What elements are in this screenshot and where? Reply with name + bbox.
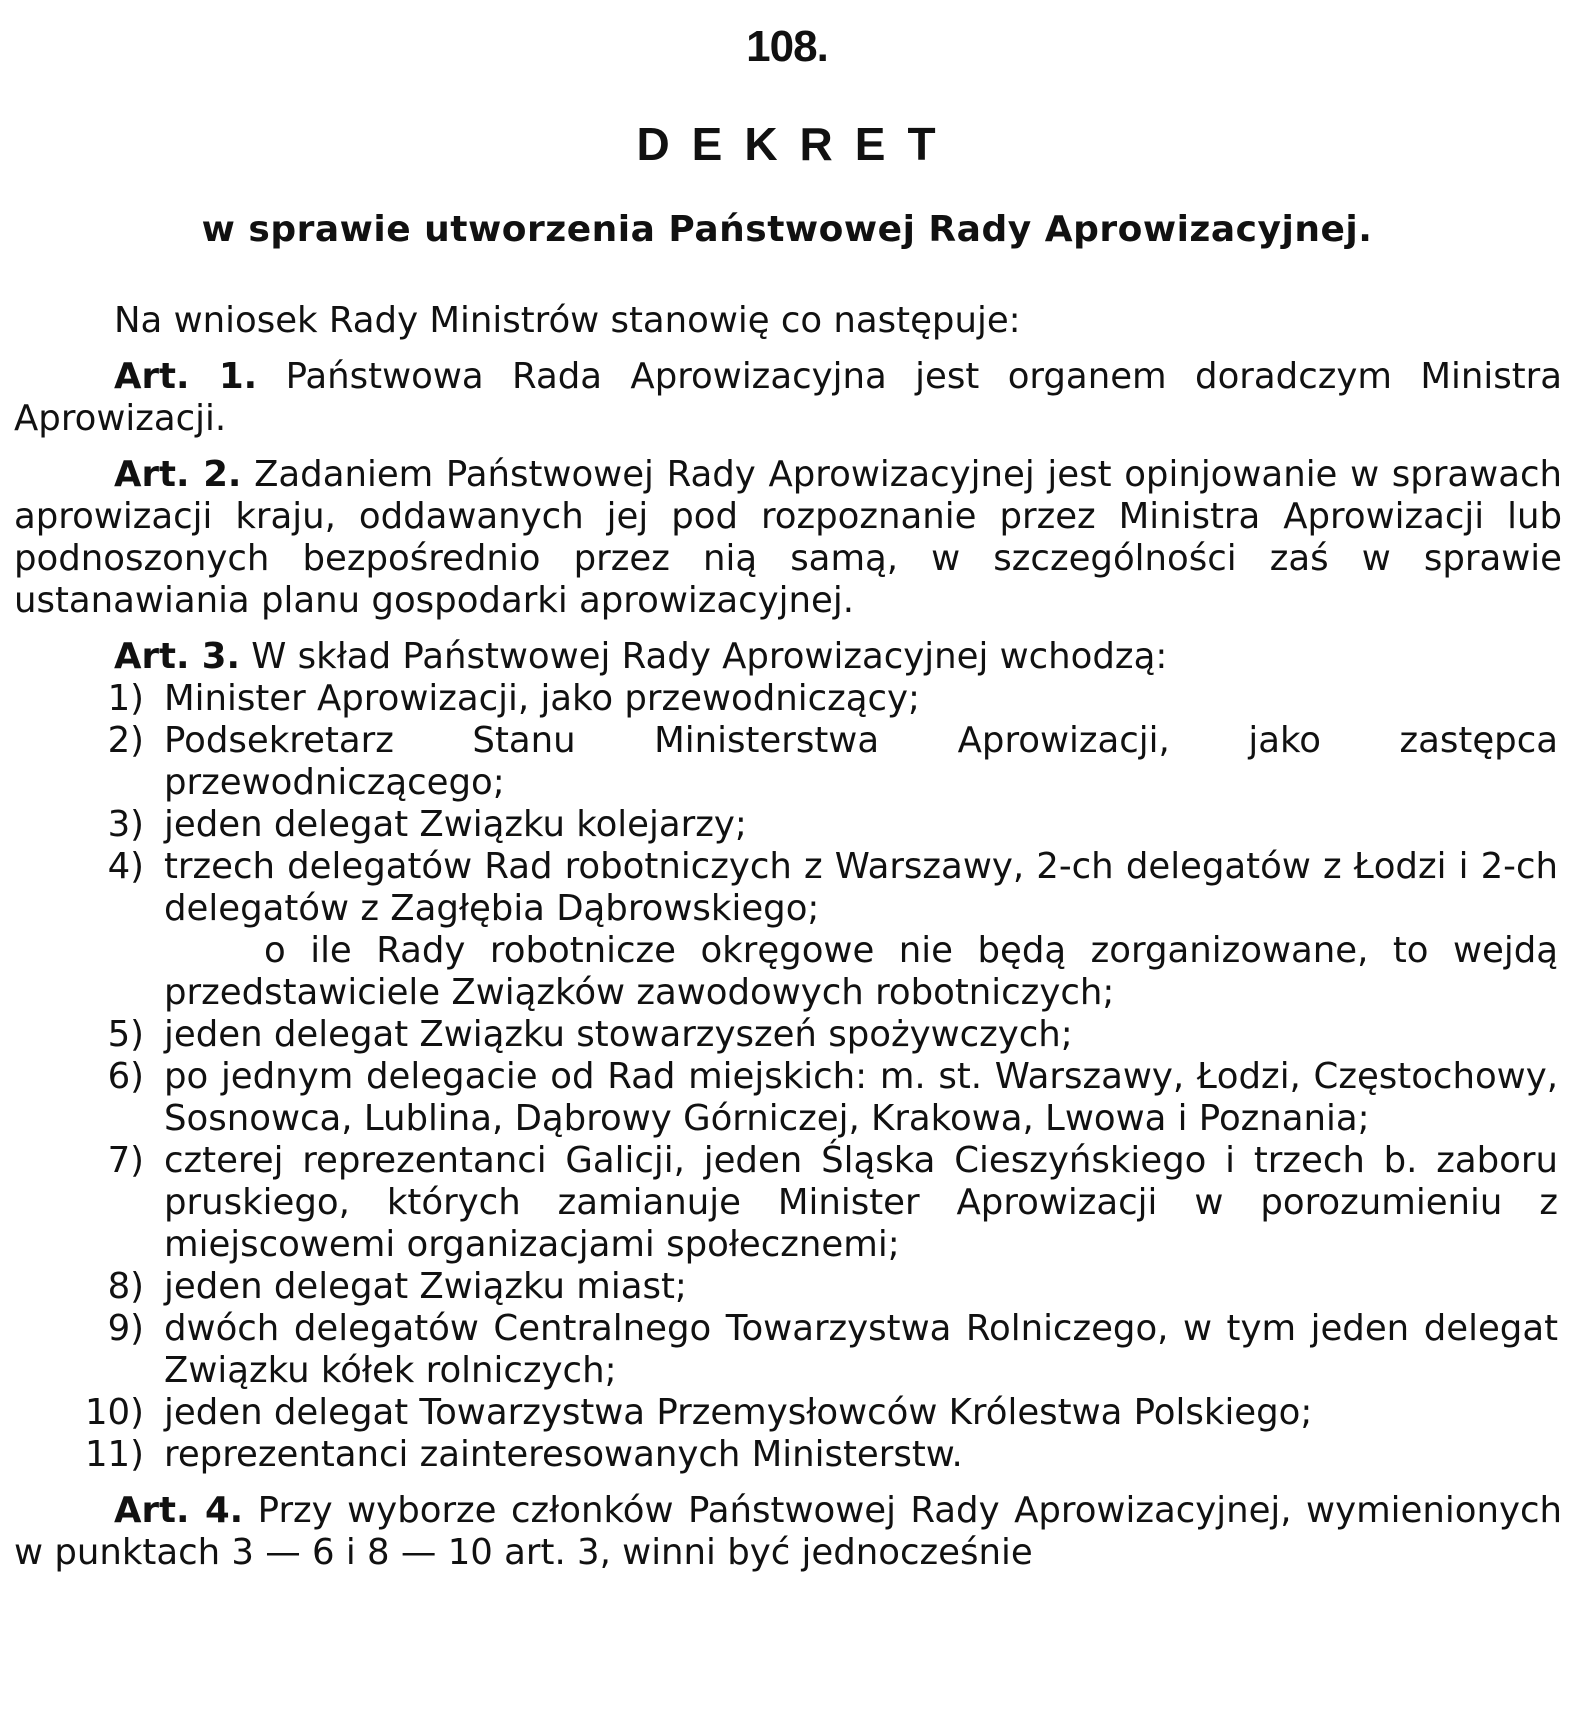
article-text: Państwowa Rada Aprowizacyjna jest organem doradczym Ministra Aprowizacji. <box>14 356 1562 439</box>
article-text: Zadaniem Państwowej Rady Aprowizacyjnej jest opinjowanie w sprawach aprowizacji kraju, oddawanych jej pod rozpoznanie przez Ministra Aprowizacji lub podnoszonych bezpośrednio przez nią samą, w szczególności zaś w sprawie ustanawiania planu gospodarki aprowizacyjnej. <box>14 454 1562 621</box>
article-3 <box>14 636 1562 1476</box>
list-item <box>14 1308 1562 1392</box>
article-text: W skład Państwowej Rady Aprowizacyjnej wchodzą: <box>251 636 1168 677</box>
list-item-text: po jednym delegacie od Rad miejskich: m. st. Warszawy, Łodzi, Częstochowy, Sosnowca, Lublina, Dąbrowy Górniczej, Krakowa, Lwowa i Poznania; <box>164 1056 1558 1139</box>
list-item-text: trzech delegatów Rad robotniczych z Warszawy, 2-ch delegatów z Łodzi i 2-ch delegatów z Zagłębia Dąbrowskiego; <box>164 846 1558 929</box>
document-subtitle: w sprawie utworzenia Państwowej Rady Aprowizacyjnej. <box>201 209 1373 250</box>
list-item-number: 4) <box>107 846 144 887</box>
list-item-text: Podsekretarz Stanu Ministerstwa Aprowizacji, jako zastępca przewodniczącego; <box>164 720 1558 803</box>
list-item <box>14 678 1562 720</box>
list-item <box>14 1434 1562 1476</box>
list-item <box>14 804 1562 846</box>
article-2 <box>14 454 1562 622</box>
list-item <box>14 846 1562 1014</box>
article-label: Art. 3. <box>114 636 240 677</box>
article-4 <box>14 1490 1562 1574</box>
list-item-text: jeden delegat Związku miast; <box>164 1266 687 1307</box>
article-label: Art. 4. <box>114 1490 244 1531</box>
article-label: Art. 1. <box>114 356 258 397</box>
decree-number: 108. <box>746 22 828 71</box>
article-text: Przy wyborze członków Państwowej Rady Aprowizacyjnej, wymienionych w punktach 3 — 6 i 8 — 10 art. 3, winni być jednocześnie <box>14 1490 1562 1573</box>
list-item-number: 1) <box>107 678 144 719</box>
list-item-text: jeden delegat Związku stowarzyszeń spożywczych; <box>164 1014 1073 1055</box>
list-item-number: 6) <box>107 1056 144 1097</box>
list-item <box>14 1392 1562 1434</box>
list-item-number: 11) <box>84 1434 144 1475</box>
article-1 <box>14 356 1562 440</box>
list-item <box>14 1266 1562 1308</box>
list-item-text: dwóch delegatów Centralnego Towarzystwa Rolniczego, w tym jeden delegat Związku kółek rolniczych; <box>164 1308 1558 1391</box>
list-item-number: 3) <box>107 804 144 845</box>
list-item-number: 5) <box>107 1014 144 1055</box>
list-item-number: 9) <box>107 1308 144 1349</box>
document-body <box>14 300 1562 1588</box>
list-item-number: 10) <box>84 1392 144 1433</box>
list-item-text: reprezentanci zainteresowanych Ministerstw. <box>164 1434 963 1475</box>
list-item-text: czterej reprezentanci Galicji, jeden Śląska Cieszyńskiego i trzech b. zaboru pruskiego, których zamianuje Minister Aprowizacji w porozumieniu z miejscowemi organizacjami społecznemi; <box>164 1140 1558 1265</box>
list-item-number: 8) <box>107 1266 144 1307</box>
list-item-text: jeden delegat Towarzystwa Przemysłowców Królestwa Polskiego; <box>164 1392 1313 1433</box>
member-list <box>14 678 1562 1476</box>
article-label: Art. 2. <box>114 454 242 495</box>
list-item-text: Minister Aprowizacji, jako przewodniczący; <box>164 678 921 719</box>
list-item-number: 2) <box>107 720 144 761</box>
list-item-note: o ile Rady robotnicze okręgowe nie będą zorganizowane, to wejdą przedstawiciele Związków zawodowych robotniczych; <box>164 930 1558 1013</box>
preamble: Na wniosek Rady Ministrów stanowię co następuje: <box>114 300 1021 341</box>
document-title: DEKRET <box>636 118 958 170</box>
list-item-text: jeden delegat Związku kolejarzy; <box>164 804 747 845</box>
list-item-body <box>164 846 1562 1014</box>
list-item <box>14 1140 1562 1266</box>
list-item <box>14 720 1562 804</box>
list-item <box>14 1014 1562 1056</box>
list-item-number: 7) <box>107 1140 144 1181</box>
list-item <box>14 1056 1562 1140</box>
